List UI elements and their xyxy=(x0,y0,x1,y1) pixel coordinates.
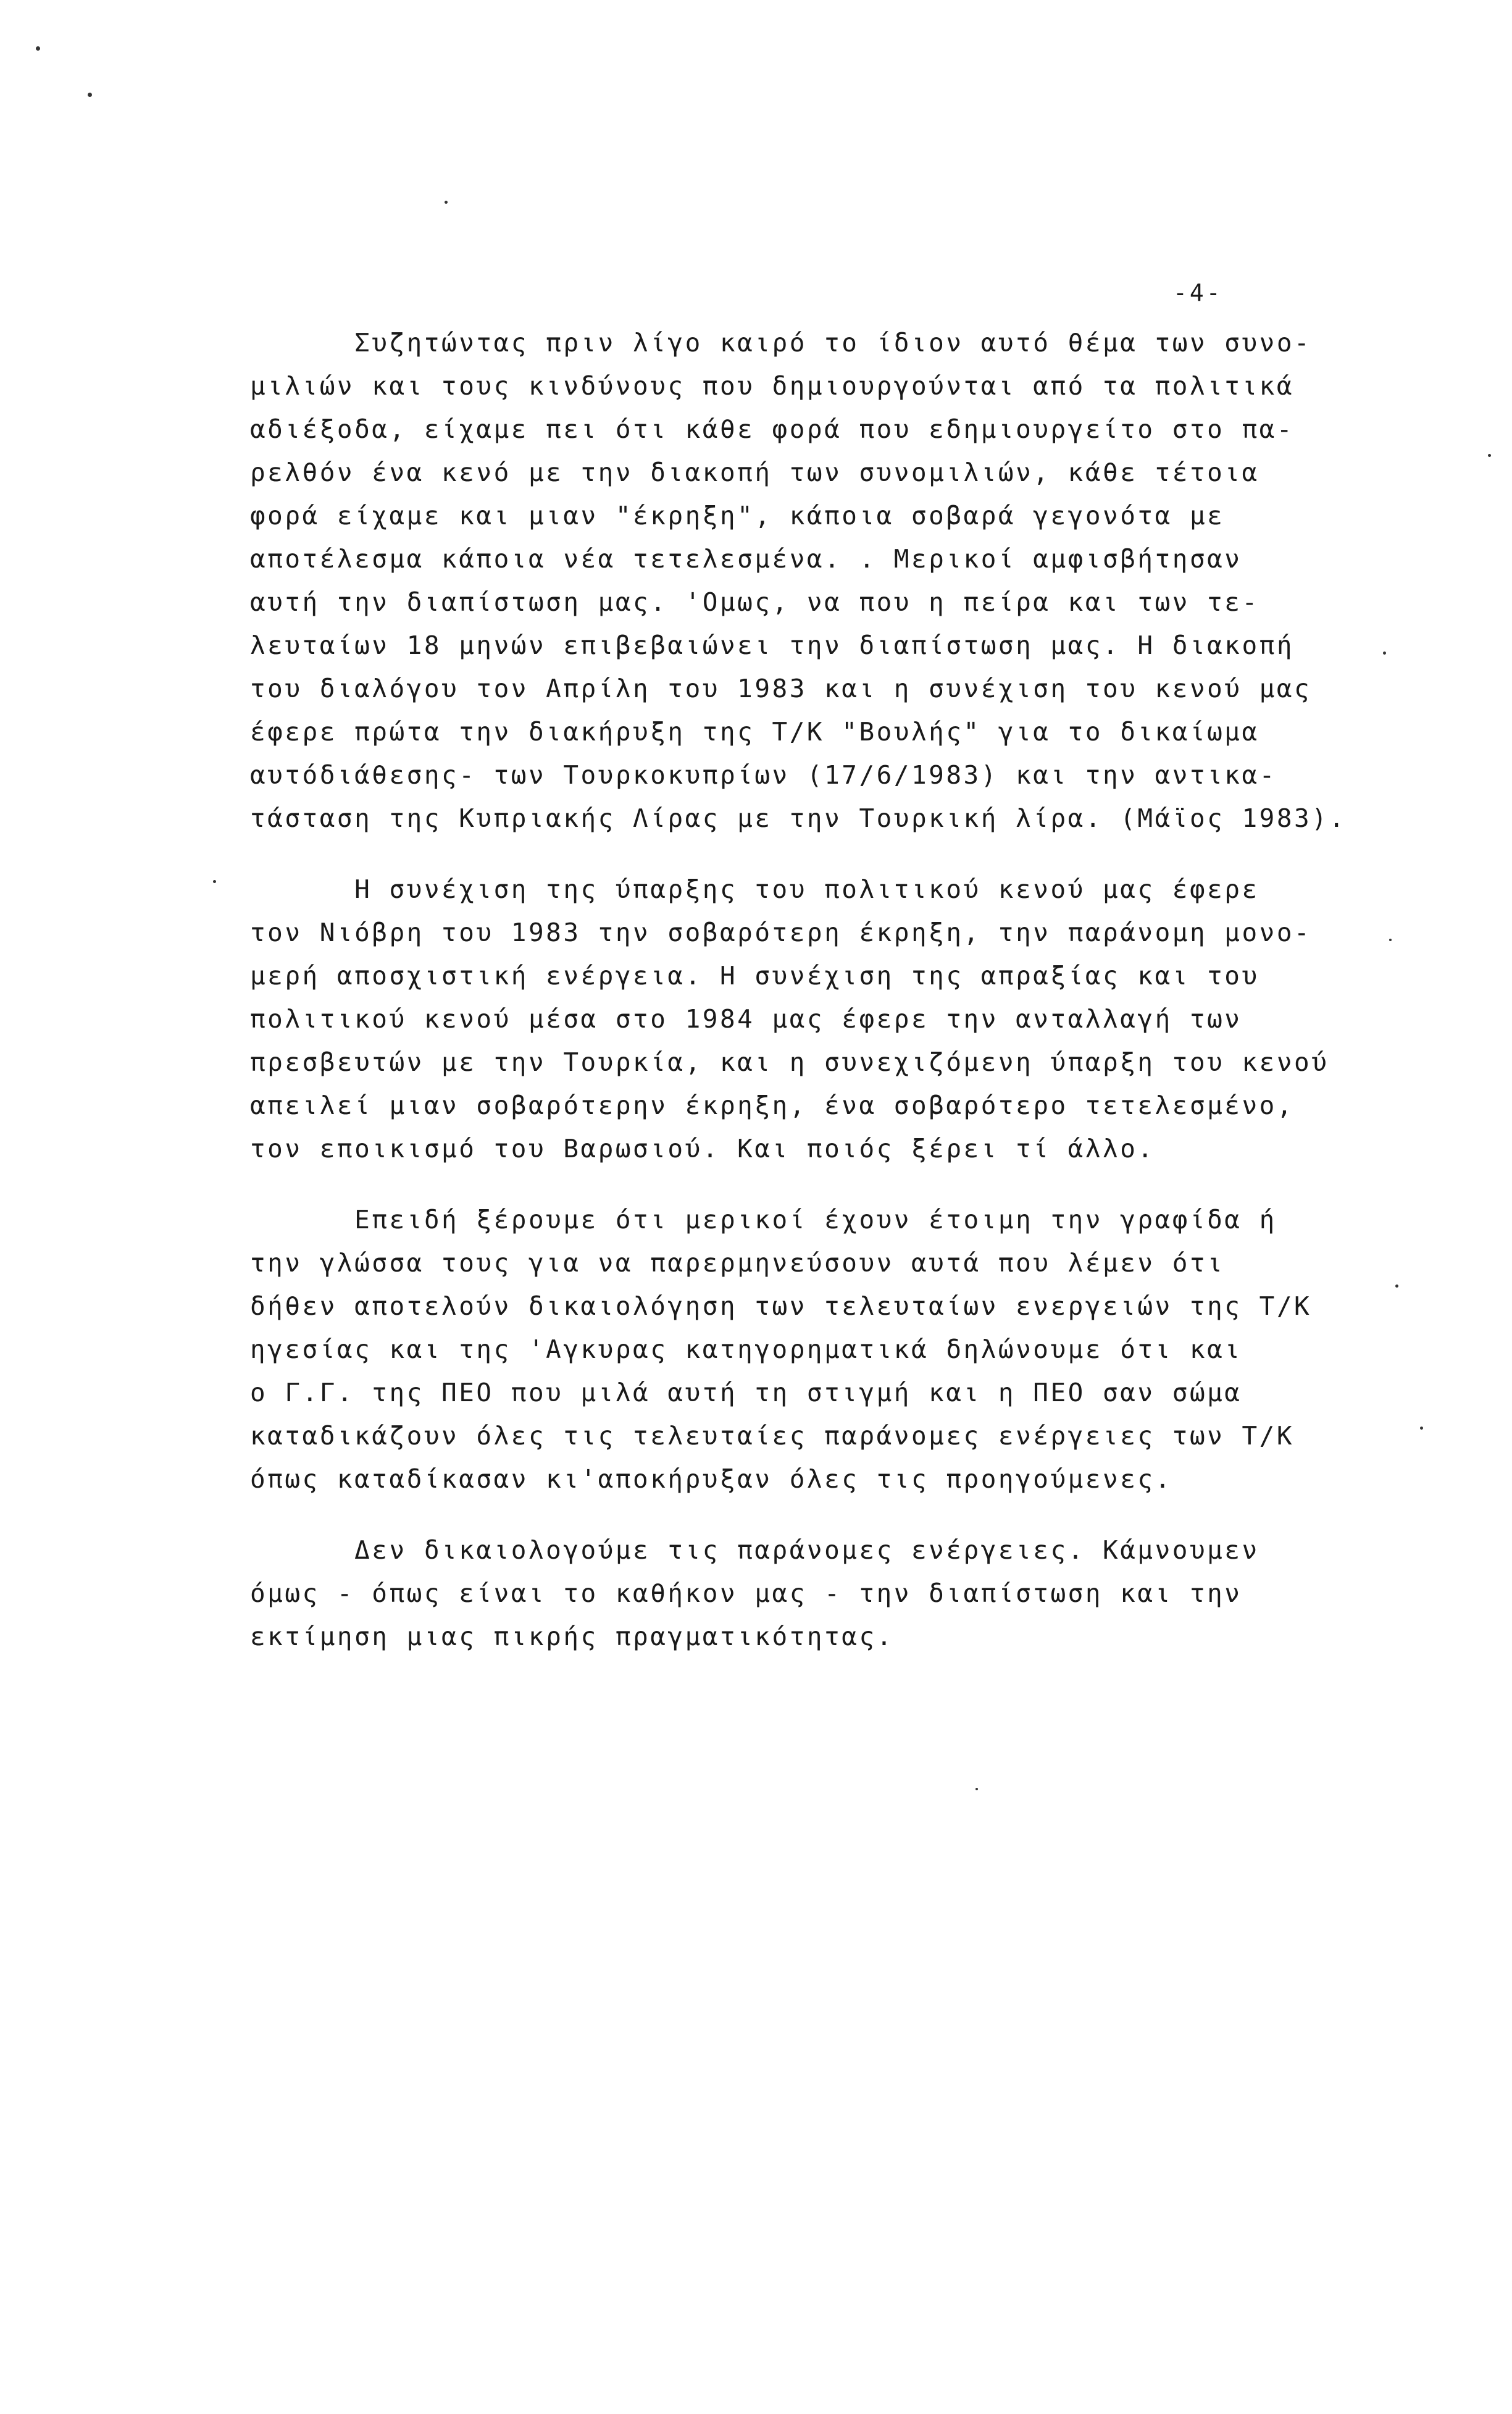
text-line: αδιέξοδα, είχαμε πει ότι κάθε φορά που εδημιουργείτο στο πα- xyxy=(250,414,1295,444)
text-line: τον Νιόβρη του 1983 την σοβαρότερη έκρηξη, την παράνομη μονο- xyxy=(250,918,1312,947)
scan-speck xyxy=(975,1788,978,1790)
text-line: Η συνέχιση της ύπαρξης του πολιτικού κενού μας έφερε xyxy=(250,874,1259,904)
text-line: τον εποικισμό του Βαρωσιού. Και ποιός ξέρει τί άλλο. xyxy=(250,1134,1155,1163)
page-number: -4- xyxy=(1173,279,1223,306)
text-line: καταδικάζουν όλες τις τελευταίες παράνομες ενέργειες των Τ/Κ xyxy=(250,1421,1295,1451)
scan-speck xyxy=(1389,939,1392,941)
text-line: έφερε πρώτα την διακήρυξη της Τ/Κ "Βουλής" για το δικαίωμα xyxy=(250,717,1259,747)
paragraph-gap xyxy=(250,1501,1398,1528)
text-line: την γλώσσα τους για να παρερμηνεύσουν αυτά που λέμεν ότι xyxy=(250,1248,1225,1278)
text-line: ρελθόν ένα κενό με την διακοπή των συνομιλιών, κάθε τέτοια xyxy=(250,458,1259,487)
text-line: λευταίων 18 μηνών επιβεβαιώνει την διαπίστωση μας. Η διακοπή xyxy=(250,631,1295,660)
document-body xyxy=(250,321,1398,1658)
paragraph-gap xyxy=(250,840,1398,868)
text-line: όμως - όπως είναι το καθήκον μας - την διαπίστωση και την xyxy=(250,1578,1242,1608)
scan-speck xyxy=(445,201,448,204)
text-line: φορά είχαμε και μιαν "έκρηξη", κάποια σοβαρά γεγονότα με xyxy=(250,501,1225,530)
scan-speck xyxy=(1420,1427,1423,1430)
text-line: μερή αποσχιστική ενέργεια. Η συνέχιση της απραξίας και του xyxy=(250,961,1259,991)
text-line: πολιτικού κενού μέσα στο 1984 μας έφερε την ανταλλαγή των xyxy=(250,1004,1242,1034)
scan-speck xyxy=(88,93,92,97)
scan-speck xyxy=(1383,652,1386,655)
paragraph-2 xyxy=(250,868,1398,1170)
paragraph-gap xyxy=(250,1170,1398,1198)
text-line: ηγεσίας και της 'Αγκυρας κατηγορηματικά δηλώνουμε ότι και xyxy=(250,1335,1242,1364)
text-line: αυτή την διαπίστωση μας. 'Ομως, να που η πείρα και των τε- xyxy=(250,587,1259,617)
paragraph-1 xyxy=(250,321,1398,840)
text-line: τάσταση της Κυπριακής Λίρας με την Τουρκική λίρα. (Μάϊος 1983). xyxy=(250,803,1347,833)
text-line: πρεσβευτών με την Τουρκία, και η συνεχιζόμενη ύπαρξη του κενού xyxy=(250,1047,1329,1077)
scan-speck xyxy=(36,46,40,51)
text-line: Δεν δικαιολογούμε τις παράνομες ενέργειες. Κάμνουμεν xyxy=(250,1535,1259,1565)
text-line: Συζητώντας πριν λίγο καιρό το ίδιον αυτό θέμα των συνο- xyxy=(250,328,1312,358)
paragraph-3 xyxy=(250,1198,1398,1501)
text-line: μιλιών και τους κινδύνους που δημιουργούνται από τα πολιτικά xyxy=(250,371,1295,401)
text-line: ο Γ.Γ. της ΠΕΟ που μιλά αυτή τη στιγμή και η ΠΕΟ σαν σώμα xyxy=(250,1378,1242,1407)
text-line: όπως καταδίκασαν κι'αποκήρυξαν όλες τις προηγούμενες. xyxy=(250,1464,1172,1494)
text-line: Επειδή ξέρουμε ότι μερικοί έχουν έτοιμη την γραφίδα ή xyxy=(250,1205,1277,1234)
text-line: του διαλόγου τον Απρίλη του 1983 και η συνέχιση του κενού μας xyxy=(250,674,1312,703)
scan-speck xyxy=(1395,1285,1398,1288)
text-line: αυτόδιάθεσης- των Τουρκοκυπρίων (17/6/1983) και την αντικα- xyxy=(250,760,1277,790)
scan-speck xyxy=(213,880,216,883)
text-line: αποτέλεσμα κάποια νέα τετελεσμένα. . Μερικοί αμφισβήτησαν xyxy=(250,544,1242,574)
text-line: απειλεί μιαν σοβαρότερην έκρηξη, ένα σοβαρότερο τετελεσμένο, xyxy=(250,1091,1295,1120)
text-line: δήθεν αποτελούν δικαιολόγηση των τελευταίων ενεργειών της Τ/Κ xyxy=(250,1291,1312,1321)
scan-speck xyxy=(1488,454,1491,457)
paragraph-4 xyxy=(250,1528,1398,1658)
text-line: εκτίμηση μιας πικρής πραγματικότητας. xyxy=(250,1622,894,1651)
